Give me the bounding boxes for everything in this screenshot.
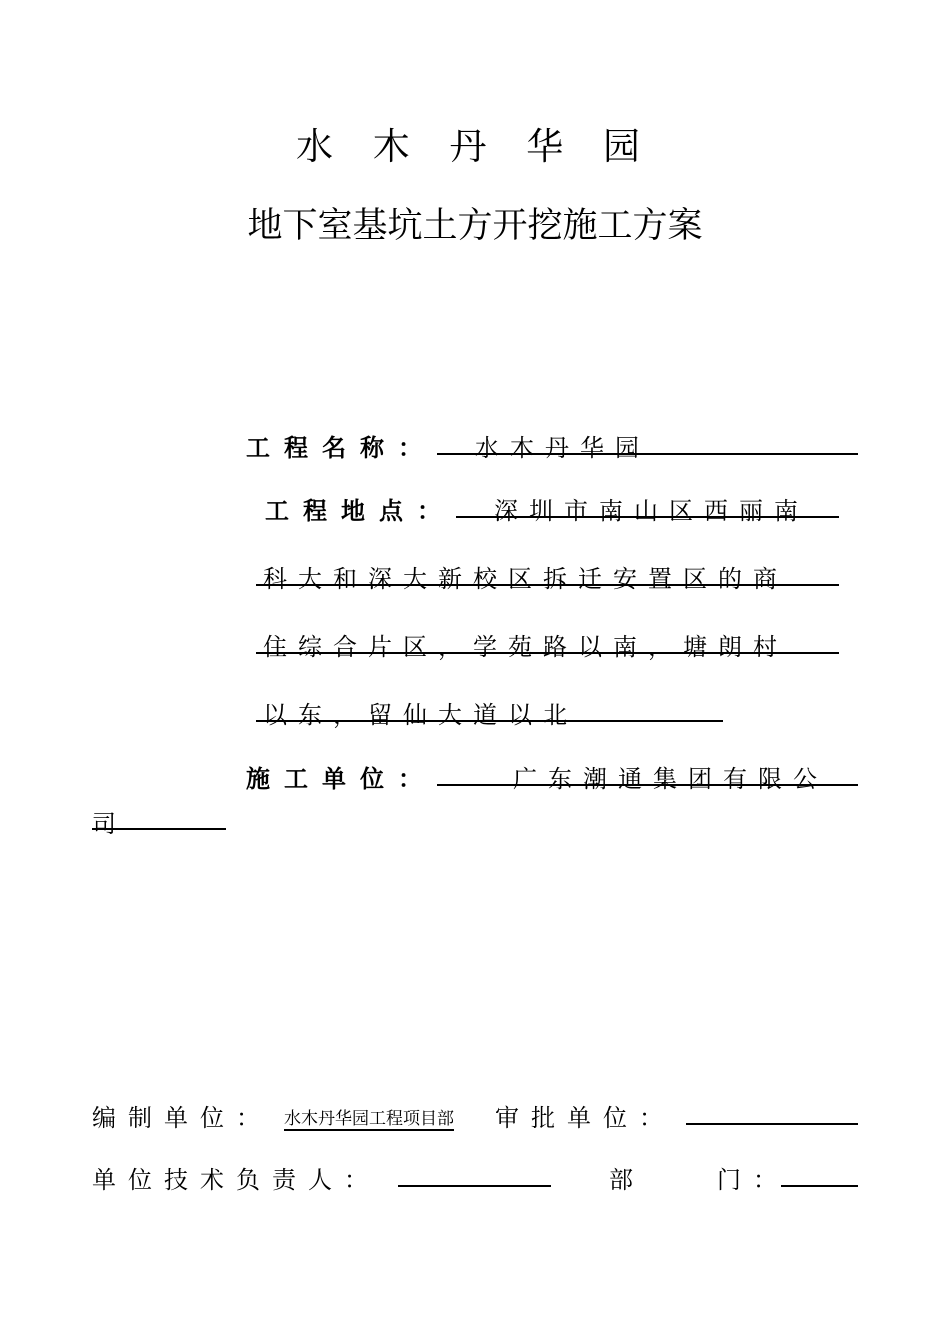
tech-lead-label: 单位技术负责人： (92, 1166, 380, 1194)
approver-label: 审批单位： (495, 1104, 675, 1132)
department-blank (781, 1185, 858, 1187)
contractor-value: 广东潮通集团有限公 (513, 765, 828, 793)
tech-lead-blank (398, 1185, 551, 1187)
page-title: 水 木 丹 华 园 (295, 125, 655, 168)
project-location-line3: 住综合片区，学苑路以南，塘朗村 (263, 633, 788, 661)
page-subtitle: 地下室基坑土方开挖施工方案 (247, 206, 703, 246)
project-name-label: 工程名称： (246, 434, 436, 462)
approver-blank (686, 1123, 858, 1125)
project-location-line4: 以东，留仙大道以北 (263, 701, 578, 729)
project-name-value: 水木丹华园 (475, 434, 650, 462)
project-location-line1: 深圳市南山区西丽南 (494, 497, 809, 525)
project-location-line2: 科大和深大新校区拆迁安置区的商 (263, 565, 788, 593)
contractor-label: 施工单位： (246, 765, 436, 793)
contractor-value-cont: 司 (92, 810, 127, 838)
compiler-value: 水木丹华园工程项目部 (284, 1104, 454, 1131)
compiler-label: 编制单位： (92, 1104, 272, 1132)
department-label: 部 门： (609, 1166, 789, 1194)
project-location-label: 工程地点： (265, 497, 455, 525)
